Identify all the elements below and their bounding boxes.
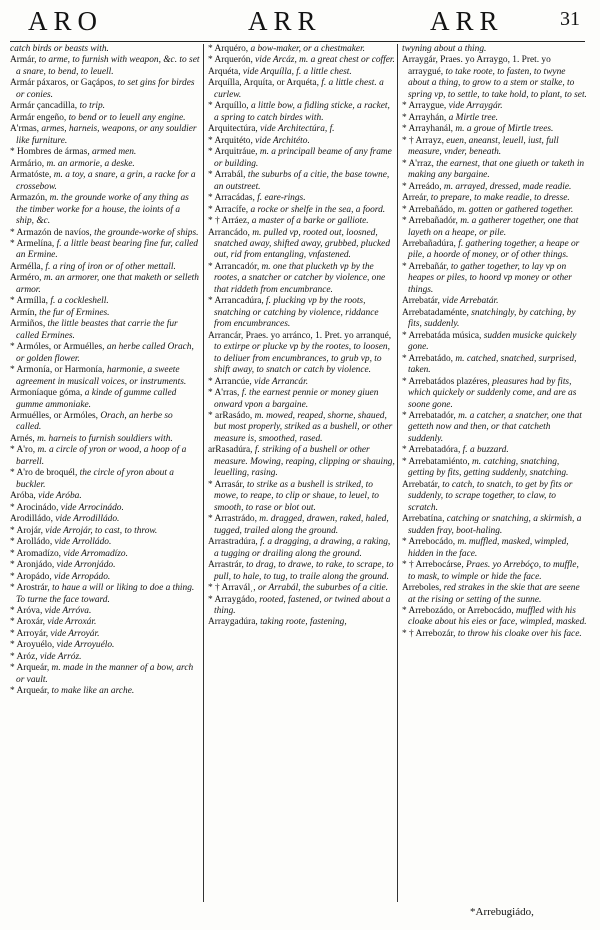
entry-definition: the fur of Ermines. bbox=[39, 307, 110, 318]
entry-definition: f. the earnest pennie or money giuen onward vpon a bargaine. bbox=[214, 388, 379, 410]
dictionary-entry bbox=[10, 560, 200, 571]
entry-definition: an herbe called Orach, or golden flower. bbox=[16, 342, 194, 364]
dictionary-entry bbox=[402, 159, 587, 182]
entry-headword: * † Arrebocárse, bbox=[402, 560, 467, 571]
entry-definition: euen, aneanst, leuell, iust, full measure, vnder, beneath. bbox=[408, 135, 559, 158]
entry-headword: Aróba, bbox=[10, 491, 39, 502]
entry-headword: * Arrayhán, bbox=[402, 112, 449, 123]
entry-definition: taking roote, fastening, bbox=[260, 617, 347, 628]
entry-headword: Arreár, bbox=[402, 193, 431, 204]
entry-definition: m. one that plucketh vp by the rootes, a snatcher or catcher by violence, one that riddeth from encumbrance. bbox=[214, 261, 386, 295]
entry-definition: to prepare, to make readie, to dresse. bbox=[430, 193, 570, 204]
entry-headword: * arRasádo, bbox=[208, 411, 255, 421]
entry-definition: vide Architectúra, f. bbox=[260, 124, 335, 135]
entry-definition: f. a little chest. a curlew. bbox=[214, 78, 384, 100]
entry-headword: Arrebatína, bbox=[402, 514, 447, 525]
entry-definition: vide Arropádo. bbox=[54, 571, 111, 582]
entry-headword: * Arrayhanál, bbox=[402, 124, 456, 135]
dictionary-entry bbox=[10, 170, 200, 193]
dictionary-entry bbox=[208, 617, 395, 628]
dictionary-entry bbox=[10, 445, 200, 468]
entry-definition: harmonie, a sweete agreement in musicall voices, or instruments. bbox=[16, 365, 187, 387]
entry-definition: armed men. bbox=[92, 147, 137, 158]
entry-headword: * Armazón de navíos, bbox=[10, 227, 95, 238]
entry-headword: * Aróva, bbox=[10, 605, 45, 616]
entry-headword: Arrancádo, bbox=[208, 227, 253, 238]
dictionary-entry bbox=[402, 182, 587, 193]
running-header bbox=[0, 4, 600, 40]
entry-definition: vide Aróba. bbox=[38, 491, 82, 502]
dictionary-entry bbox=[402, 44, 587, 55]
entry-headword: * A'rras, bbox=[208, 388, 242, 399]
dictionary-entry bbox=[10, 572, 200, 583]
entry-definition: f. striking of a bushell or other measure. Mowing, reaping, clipping or shauing, leuelling, rasing. bbox=[214, 445, 395, 479]
entry-definition: a master of a barke or galliote. bbox=[251, 216, 369, 227]
entry-definition: m. muffled, masked, wimpled, hidden in the face. bbox=[408, 537, 569, 559]
dictionary-entry bbox=[402, 629, 587, 640]
entry-definition: f. gathering together, a heape or pile, a hoorde of money, or of other things. bbox=[408, 238, 580, 261]
dictionary-entry bbox=[402, 308, 587, 331]
entry-headword: * Arrebañadór, bbox=[402, 216, 461, 227]
entry-headword: * Arrancúe, bbox=[208, 376, 255, 387]
entry-definition: m. gotten or gathered together. bbox=[457, 204, 574, 215]
dictionary-entry bbox=[10, 193, 200, 227]
dictionary-entry bbox=[208, 411, 395, 445]
dictionary-entry bbox=[402, 457, 587, 480]
dictionary-entry bbox=[10, 55, 200, 78]
entry-definition: to set gins for birdes or conies. bbox=[16, 78, 195, 100]
entry-headword: * Aropádo, bbox=[10, 571, 55, 582]
entry-headword: * Arrebozádo, or Arrebocádo, bbox=[402, 605, 517, 616]
entry-definition: vide Arrocinádo. bbox=[60, 502, 124, 513]
entry-headword: Arrebatár, bbox=[402, 296, 443, 307]
dictionary-entry bbox=[10, 365, 200, 388]
entry-definition: f. a ring of iron or of other mettall. bbox=[45, 261, 176, 272]
dictionary-entry bbox=[10, 319, 200, 342]
entry-definition: m. a groue of Mirtle trees. bbox=[455, 124, 554, 135]
entry-headword: * Arojár, bbox=[10, 525, 46, 536]
dictionary-entry bbox=[208, 205, 395, 216]
dictionary-entry bbox=[208, 514, 395, 537]
dictionary-entry bbox=[402, 480, 587, 514]
entry-headword: * Arrebatádos plazéres, bbox=[402, 376, 493, 387]
entry-definition: vide Arróz. bbox=[39, 651, 82, 662]
entry-headword: * Arracífe, bbox=[208, 204, 251, 215]
entry-definition: vide Arromadízo. bbox=[63, 548, 128, 559]
dictionary-entry bbox=[402, 354, 587, 377]
dictionary-entry bbox=[402, 583, 587, 606]
entry-headword: * Arraygue, bbox=[402, 101, 449, 112]
dictionary-entry bbox=[10, 273, 200, 296]
entry-headword: Arquéta, bbox=[208, 66, 243, 77]
entry-definition: muffled with his cloake about his eies or face, wimpled, masked. bbox=[408, 605, 587, 628]
dictionary-entry bbox=[10, 308, 200, 319]
dictionary-entry bbox=[10, 434, 200, 445]
dictionary-entry bbox=[10, 629, 200, 640]
dictionary-entry bbox=[10, 342, 200, 365]
entry-headword: Armoníaque góma, bbox=[10, 388, 85, 399]
entry-definition: twyning about a thing. bbox=[402, 44, 487, 54]
entry-definition: f. a dragging, a drawing, a raking, a tugging or drailing along the ground. bbox=[214, 537, 391, 559]
entry-definition: vide Arronjádo. bbox=[56, 560, 116, 571]
dictionary-entry bbox=[10, 78, 200, 101]
entry-headword: Arméro, bbox=[10, 273, 44, 284]
dictionary-entry bbox=[402, 113, 587, 124]
dictionary-entry bbox=[208, 583, 395, 594]
header-center-word: ARR bbox=[248, 6, 322, 36]
entry-definition: to arme, to furnish with weapon, &c. to set a snare, to bend, to leuell. bbox=[16, 55, 200, 77]
entry-headword: Arrastrár, bbox=[208, 560, 247, 571]
entry-definition: m. a circle of yron or wood, a hoop of a barrell. bbox=[16, 445, 187, 467]
dictionary-entry bbox=[208, 101, 395, 124]
entry-definition: vide Arrancár. bbox=[254, 376, 309, 387]
entry-definition: armes, harneis, weapons, or any souldier like furniture. bbox=[16, 124, 197, 146]
dictionary-entry bbox=[10, 686, 200, 697]
entry-headword: Armár, bbox=[10, 55, 39, 66]
entry-headword: * A'ro de broquél, bbox=[10, 468, 80, 479]
entry-headword: * Arracádas, bbox=[208, 193, 258, 204]
entry-headword: * Aroxár, bbox=[10, 617, 48, 628]
entry-definition: sudden musicke quickely gone. bbox=[408, 330, 577, 353]
entry-definition: to throw his cloake over his face. bbox=[457, 628, 582, 639]
entry-headword: Armár engeño, bbox=[10, 112, 69, 123]
entry-headword: Armín, bbox=[10, 307, 40, 318]
entry-definition: m. a catcher, a snatcher, one that getteth now and then, or that catcheth suddenly. bbox=[408, 411, 582, 444]
catchword: *Arrebugiádo, bbox=[470, 906, 534, 918]
entry-definition: snatchingly, by catching, by fits, suddenly. bbox=[408, 307, 576, 330]
entry-definition: the circle of yron about a buckler. bbox=[16, 468, 174, 490]
entry-headword: * Arrancadór, bbox=[208, 261, 262, 272]
entry-headword: arRasadúra, bbox=[208, 445, 255, 456]
dictionary-entry bbox=[402, 606, 587, 629]
entry-definition: to haue a will or liking to doe a thing. To turne the face toward. bbox=[16, 583, 195, 605]
dictionary-entry bbox=[10, 606, 200, 617]
entry-headword: * Hombres de ármas, bbox=[10, 147, 93, 158]
dictionary-entry bbox=[208, 147, 395, 170]
entry-definition: vide Arrolládo. bbox=[54, 537, 112, 548]
dictionary-entry bbox=[10, 44, 200, 55]
column-2 bbox=[208, 44, 395, 902]
entry-definition: to take roote, to fasten, to twyne about a thing, to grow to a stem or stalke, to spring vp, to settle, to take hold, to plant, to set. bbox=[408, 66, 587, 100]
dictionary-entry bbox=[10, 388, 200, 411]
dictionary-entry bbox=[208, 136, 395, 147]
dictionary-entry bbox=[10, 617, 200, 628]
entry-definition: a rocke or shelfe in the sea, a foord. bbox=[250, 204, 386, 215]
dictionary-entry bbox=[10, 583, 200, 606]
dictionary-entry bbox=[10, 491, 200, 502]
entry-definition: vide Arroyár. bbox=[50, 628, 100, 639]
entry-headword: Arnés, bbox=[10, 433, 38, 444]
entry-headword: * † Arraválˌ, bbox=[208, 583, 258, 594]
column-divider bbox=[397, 44, 398, 902]
entry-definition: to gather together, to lay vp on heapes or piles, to hoord vp money or other things. bbox=[408, 261, 572, 295]
entry-headword: Armário, bbox=[10, 158, 47, 169]
entry-headword: * Arquitráue, bbox=[208, 147, 260, 158]
dictionary-entry bbox=[402, 124, 587, 135]
entry-definition: the grounde-worke of ships. bbox=[94, 227, 199, 238]
entry-headword: Arreboles, bbox=[402, 583, 444, 594]
dictionary-entry bbox=[208, 377, 395, 388]
dictionary-entry bbox=[10, 514, 200, 525]
entry-definition: m. catched, snatched, surprised, taken. bbox=[408, 353, 577, 376]
entry-definition: m. a principall beame of any frame or building. bbox=[214, 147, 392, 169]
dictionary-entry bbox=[10, 526, 200, 537]
entry-definition: f. a cockleshell. bbox=[50, 296, 109, 307]
entry-definition: a little bow, a fidling sticke, a racket, a spring to catch birdes with. bbox=[214, 101, 390, 123]
entry-headword: * † Arrebozár, bbox=[402, 628, 458, 639]
entry-headword: Armazón, bbox=[10, 193, 50, 204]
dictionary-entry bbox=[10, 411, 200, 434]
entry-definition: a bow-maker, or a chestmaker. bbox=[250, 44, 366, 54]
entry-headword: Armiños, bbox=[10, 319, 48, 330]
dictionary-entry bbox=[208, 560, 395, 583]
entry-headword: * Arrebatadór, bbox=[402, 411, 459, 421]
entry-definition: vide Arquílla, f. a little chest. bbox=[242, 66, 352, 77]
entry-headword: * Arrebañár, bbox=[402, 261, 451, 272]
entry-headword: * Arquéro, bbox=[208, 44, 251, 54]
entry-definition: m. mowed, reaped, shorne, shaued, but most properly, striked as a bushell, or other measure is, smoothed, rased. bbox=[214, 411, 393, 444]
entry-definition: vide Arraygár. bbox=[448, 101, 503, 112]
entry-headword: Arrancár, Praes. yo arránco, 1. Pret. yo arranqué, bbox=[208, 330, 392, 341]
entry-headword: * Arolládo, bbox=[10, 537, 55, 548]
entry-headword: * Arostrár, bbox=[10, 583, 53, 594]
entry-definition: to strike as a bushell is striked, to mowe, to reape, to clip or shaue, to leuel, to smooth, to rase or blot out. bbox=[214, 479, 379, 513]
dictionary-entry bbox=[402, 136, 587, 159]
dictionary-entry bbox=[208, 445, 395, 479]
dictionary-entry bbox=[402, 193, 587, 204]
dictionary-entry bbox=[208, 78, 395, 101]
entry-headword: * Aronjádo, bbox=[10, 560, 57, 571]
entry-headword: A'rmas, bbox=[10, 124, 42, 135]
entry-definition: vide Arroxár. bbox=[47, 617, 97, 628]
dictionary-entry bbox=[10, 652, 200, 663]
dictionary-entry bbox=[10, 503, 200, 514]
entry-headword: Arraygadúra, bbox=[208, 617, 261, 628]
entry-headword: Armár çancadilla, bbox=[10, 101, 80, 112]
entry-headword: Arquitectúra, bbox=[208, 124, 261, 135]
entry-headword: * A'rraz, bbox=[402, 158, 437, 169]
entry-headword: Arodilládo, bbox=[10, 514, 56, 525]
entry-headword: Arrebatár, bbox=[402, 479, 443, 490]
entry-headword: * Armóles, or Armuélles, bbox=[10, 342, 107, 353]
entry-definition: to trip. bbox=[79, 101, 106, 112]
entry-headword: * Arreádo, bbox=[402, 181, 444, 192]
entry-headword: * † Arrayz, bbox=[402, 135, 447, 146]
dictionary-entry bbox=[402, 445, 587, 456]
entry-headword: * Arrancadúra, bbox=[208, 296, 267, 307]
entry-headword: * Arraygádo, bbox=[208, 594, 260, 605]
dictionary-entry bbox=[10, 228, 200, 239]
entry-headword: Arméllа, bbox=[10, 261, 46, 272]
dictionary-entry bbox=[402, 205, 587, 216]
dictionary-entry bbox=[10, 640, 200, 651]
entry-headword: * † Arráez, bbox=[208, 216, 252, 227]
entry-headword: * Arrebatadóra, bbox=[402, 445, 463, 456]
dictionary-entry bbox=[10, 468, 200, 491]
entry-headword: * Arrastrádo, bbox=[208, 514, 260, 525]
entry-definition: vide Arcáz, m. a great chest or coffer. bbox=[255, 55, 395, 66]
dictionary-entry bbox=[402, 411, 587, 445]
entry-headword: * Aroyuélo, bbox=[10, 640, 57, 651]
entry-definition: m. catching, snatching, getting by fits, getting suddenly, snatching. bbox=[408, 456, 569, 479]
entry-headword: Armatóste, bbox=[10, 170, 54, 181]
entry-headword: * Arquerón, bbox=[208, 55, 256, 66]
column-divider bbox=[203, 44, 204, 902]
dictionary-entry bbox=[10, 159, 200, 170]
entry-headword: * Aromadízo, bbox=[10, 548, 64, 559]
entry-definition: f. a little beast bearing fine fur, called an Ermine. bbox=[16, 238, 198, 261]
entry-definition: to make like an arche. bbox=[51, 686, 135, 697]
entry-definition: vide Arróva. bbox=[44, 605, 92, 616]
header-left-word: ARO bbox=[28, 6, 104, 36]
entry-headword: * Arrasár, bbox=[208, 479, 247, 490]
dictionary-entry bbox=[208, 55, 395, 66]
entry-headword: * Arrebatáda música, bbox=[402, 330, 484, 341]
dictionary-entry bbox=[402, 331, 587, 354]
entry-definition: a kinde of gumme called gumme ammoniake. bbox=[16, 388, 177, 410]
entry-definition: m. pulled vp, rooted out, loosned, snatched away, shifted away, grubbed, plucked out, rid from entangling, vnfastened. bbox=[214, 227, 391, 261]
dictionary-entry bbox=[208, 193, 395, 204]
entry-definition: m. a gatherer together, one that layeth on a heape, or pile. bbox=[408, 216, 579, 238]
dictionary-entry bbox=[10, 101, 200, 112]
entry-definition: to bend or to leuell any engine. bbox=[68, 112, 186, 123]
page-number: 31 bbox=[560, 8, 580, 30]
dictionary-entry bbox=[208, 262, 395, 296]
dictionary-entry bbox=[208, 170, 395, 193]
entry-definition: f. a buzzard. bbox=[462, 445, 509, 456]
dictionary-entry bbox=[10, 113, 200, 124]
entry-headword: * Arrebocádo, bbox=[402, 537, 458, 548]
dictionary-entry bbox=[402, 537, 587, 560]
dictionary-entry bbox=[208, 296, 395, 330]
dictionary-entry bbox=[402, 377, 587, 411]
entry-definition: m. an armorer, one that maketh or selleth armor. bbox=[16, 273, 199, 295]
dictionary-entry bbox=[10, 262, 200, 273]
entry-definition: to catch, to snatch, to get by fits or suddenly, to scrape together, to claw, to scratch. bbox=[408, 479, 573, 513]
dictionary-entry bbox=[208, 67, 395, 78]
entry-headword: * Arquíllo, bbox=[208, 101, 251, 112]
entry-headword: * Arocinádo, bbox=[10, 502, 61, 513]
entry-headword: * Arqueár, bbox=[10, 686, 52, 697]
entry-headword: * Armelína, bbox=[10, 238, 57, 249]
entry-definition: vide Arroyuélo. bbox=[56, 640, 115, 651]
entry-definition: or Arrabál, the suburbes of a citie. bbox=[257, 583, 389, 594]
entry-definition: Praes. yo Arrebóço, to muffle, to mask, to wimple or hide the face. bbox=[408, 560, 579, 582]
entry-headword: * A'ro, bbox=[10, 445, 38, 456]
entry-definition: the suburbs of a citie, the base towne, an outstreet. bbox=[214, 170, 390, 192]
column-3 bbox=[402, 44, 587, 902]
entry-definition: a Mirtle tree. bbox=[448, 112, 498, 123]
entry-definition: Orach, an herbe so called. bbox=[16, 411, 173, 433]
entry-definition: f. eare-rings. bbox=[257, 193, 306, 204]
dictionary-entry bbox=[208, 44, 395, 55]
column-1 bbox=[10, 44, 200, 902]
entry-headword: Arrastradúra, bbox=[208, 537, 261, 548]
dictionary-entry bbox=[402, 262, 587, 296]
entry-definition: catching or snatching, a skirmish, a sudden fray, boot-haling. bbox=[408, 514, 582, 536]
entry-headword: Arrebatadaménte, bbox=[402, 307, 472, 318]
entry-headword: * Armílla, bbox=[10, 296, 51, 307]
dictionary-entry bbox=[208, 388, 395, 411]
entry-definition: m. arrayed, dressed, made readie. bbox=[443, 181, 572, 192]
entry-headword: Armár páxaros, or Gaçápos, bbox=[10, 78, 118, 89]
entry-definition: catch birds or beasts with. bbox=[10, 44, 109, 54]
entry-headword: Armuélles, or Armóles, bbox=[10, 411, 101, 421]
entry-headword: Arraygár, Praes. yo Arraygo, 1. Pret. yo arraygué, bbox=[402, 55, 551, 77]
entry-definition: pleasures had by fits, which quickely or suddenly come, and are as soone gone. bbox=[408, 376, 577, 410]
header-rule bbox=[10, 41, 585, 42]
entry-headword: Arrebañadúra, bbox=[402, 238, 459, 249]
entry-definition: vide Architéto. bbox=[255, 135, 310, 146]
entry-definition: m. an armorie, a deske. bbox=[46, 158, 135, 169]
entry-headword: * Arqueár, bbox=[10, 663, 52, 674]
entry-definition: m. dragged, drawen, raked, haled, tugged, trailed along the ground. bbox=[214, 514, 389, 536]
entry-definition: vide Arrebatár. bbox=[442, 296, 499, 307]
dictionary-entry bbox=[208, 124, 395, 135]
entry-definition: m. made in the manner of a bow, arch or vault. bbox=[16, 663, 194, 685]
dictionary-entry bbox=[208, 480, 395, 514]
entry-definition: vide Arrodilládo. bbox=[55, 514, 120, 525]
dictionary-entry bbox=[208, 537, 395, 560]
entry-definition: m. harneis to furnish souldiers with. bbox=[37, 433, 173, 444]
entry-headword: * Armonía, or Harmonía, bbox=[10, 365, 107, 376]
dictionary-entry bbox=[402, 514, 587, 537]
dictionary-entry bbox=[10, 239, 200, 262]
entry-headword: * Arroyár, bbox=[10, 628, 51, 639]
header-right-word: ARR bbox=[430, 6, 504, 36]
entry-definition: the earnest, that one giueth or taketh in making any bargaine. bbox=[408, 158, 585, 181]
dictionary-entry bbox=[402, 216, 587, 239]
dictionary-entry bbox=[208, 595, 395, 618]
dictionary-entry bbox=[402, 296, 587, 307]
entry-definition: m. a toy, a snare, a grin, a racke for a crossebow. bbox=[16, 170, 196, 192]
dictionary-entry bbox=[10, 537, 200, 548]
entry-headword: * Arrebañádo, bbox=[402, 204, 458, 215]
dictionary-entry bbox=[402, 55, 587, 101]
dictionary-entry bbox=[208, 331, 395, 377]
entry-definition: to extirpe or plucke vp by the rootes, to loosen, to deliuer from encumbrances, to grub vp, to shift away, to snatch or catch by violence. bbox=[214, 342, 390, 376]
entry-definition: m. the grounde worke of any thing as the timber worke for a house, the ioints of a ship, &c. bbox=[16, 193, 189, 227]
dictionary-entry bbox=[10, 124, 200, 147]
entry-headword: Arquílla, Arquíta, or Arquéta, bbox=[208, 78, 322, 89]
entry-headword: * Arrebatádo, bbox=[402, 353, 456, 364]
entry-definition: to drag, to drawe, to rake, to scrape, to pull, to hale, to tug, to traile along the ground. bbox=[214, 560, 394, 582]
dictionary-entry bbox=[10, 147, 200, 158]
dictionary-entry bbox=[402, 101, 587, 112]
entry-headword: * Aróz, bbox=[10, 651, 40, 662]
entry-headword: * Arrebatamiénto, bbox=[402, 456, 473, 467]
dictionary-entry bbox=[402, 239, 587, 262]
entry-definition: red strakes in the skie that are seene at the rising or setting of the sunne. bbox=[408, 583, 580, 605]
dictionary-entry bbox=[10, 296, 200, 307]
entry-definition: rooted, fastened, or twined about a thing. bbox=[214, 594, 391, 616]
dictionary-entry bbox=[10, 549, 200, 560]
dictionary-entry bbox=[10, 663, 200, 686]
entry-definition: the little beastes that carrie the fur called Ermines. bbox=[16, 319, 178, 341]
entry-headword: * Arrabál, bbox=[208, 170, 248, 181]
entry-definition: f. plucking vp by the roots, snatching or catching by violence, riddance from encumbrances. bbox=[214, 296, 379, 330]
dictionary-entry bbox=[208, 228, 395, 262]
entry-definition: vide Arrojár, to cast, to throw. bbox=[45, 525, 158, 536]
entry-headword: * Arquitéto, bbox=[208, 135, 256, 146]
dictionary-entry bbox=[402, 560, 587, 583]
dictionary-entry bbox=[208, 216, 395, 227]
